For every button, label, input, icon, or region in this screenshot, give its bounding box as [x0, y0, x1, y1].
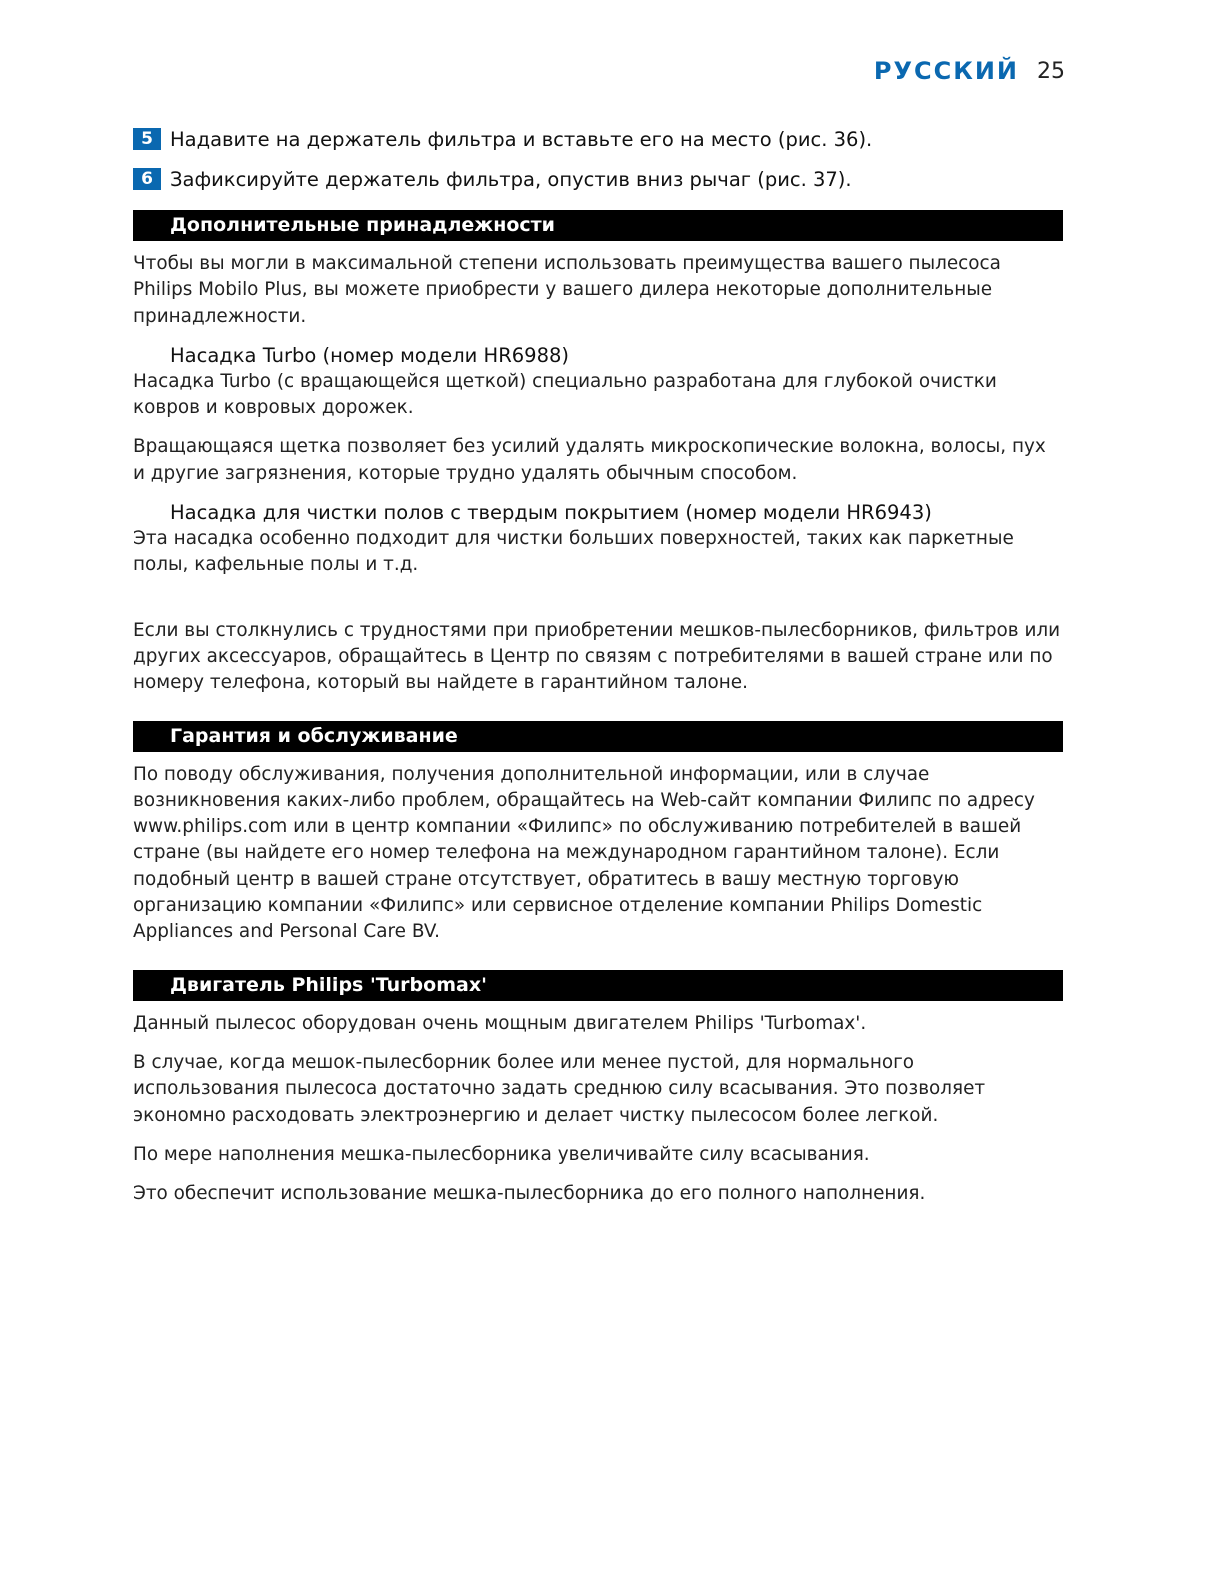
step-text: Зафиксируйте держатель фильтра, опустив вниз рычаг (рис. 37).: [170, 167, 852, 191]
section-heading-warranty: Гарантия и обслуживание: [133, 721, 1063, 752]
motor-paragraph-4: Это обеспечит использование мешка-пылесборника до его полного наполнения.: [133, 1183, 926, 1205]
motor-paragraph-3: По мере наполнения мешка-пылесборника увеличивайте силу всасывания.: [133, 1143, 870, 1165]
language-label: РУССКИЙ: [873, 57, 1019, 85]
accessories-difficulties-paragraph: Если вы столкнулись с трудностями при приобретении мешков-пылесборников, фильтров или других аксессуаров, обращайтесь в Центр по связям с потребителями в вашей стране или по номеру телефона, который вы найдете в гарантийном талоне.: [133, 619, 1061, 694]
hard-floor-nozzle-paragraph: Эта насадка особенно подходит для чистки больших поверхностей, таких как паркетные полы, кафельные полы и т.д.: [133, 528, 1014, 576]
turbo-nozzle-paragraph-1: Насадка Turbo (с вращающейся щеткой) специально разработана для глубокой очистки ковров и ковровых дорожек.: [133, 370, 997, 419]
page-content: [133, 122, 1063, 1207]
page-header: [874, 54, 1065, 88]
turbo-nozzle-paragraph-2: Вращающаяся щетка позволяет без усилий удалять микроскопические волокна, волосы, пух и другие загрязнения, которые трудно удалять обычным способом.: [133, 436, 1046, 484]
turbo-nozzle-heading: Насадка Turbo (номер модели HR6988): [170, 343, 569, 367]
step-5: [133, 122, 1063, 156]
motor-paragraph-1: Данный пылесос оборудован очень мощным двигателем Philips 'Turbomax'.: [133, 1012, 867, 1034]
page-number: 25: [1037, 58, 1065, 84]
hard-floor-nozzle-heading: Насадка для чистки полов с твердым покрытием (номер модели HR6943): [170, 501, 932, 525]
step-text: Надавите на держатель фильтра и вставьте его на место (рис. 36).: [170, 127, 873, 151]
section-heading-motor: Двигатель Philips 'Turbomax': [133, 970, 1063, 1001]
motor-paragraph-2: В случае, когда мешок-пылесборник более или менее пустой, для нормального использования пылесоса достаточно задать среднюю силу всасывания. Это позволяет экономно расходовать электроэнергию и делает чистку пылесосом более легкой.: [133, 1051, 986, 1126]
step-number-badge: 6: [133, 168, 161, 190]
step-6: [133, 162, 1063, 196]
warranty-paragraph: По поводу обслуживания, получения дополнительной информации, или в случае возникновения каких-либо проблем, обращайтесь на Web-сайт компании Филипс по адресу www.philips.com или в центр компании «Филипс» по обслуживанию потребителей в вашей стране (вы найдете его номер телефона на международном гарантийном талоне). Если подобный центр в вашей стране отсутствует, обратитесь в вашу местную торговую организацию компании «Филипс» или сервисное отделение компании Philips Domestic Appliances and Personal Care BV.: [133, 763, 1035, 943]
section-heading-accessories: Дополнительные принадлежности: [133, 210, 1063, 241]
step-number-badge: 5: [133, 128, 161, 150]
accessories-intro: Чтобы вы могли в максимальной степени использовать преимущества вашего пылесоса Philips Mobilo Plus, вы можете приобрести у вашего дилера некоторые дополнительные принадлежности.: [133, 253, 1001, 327]
